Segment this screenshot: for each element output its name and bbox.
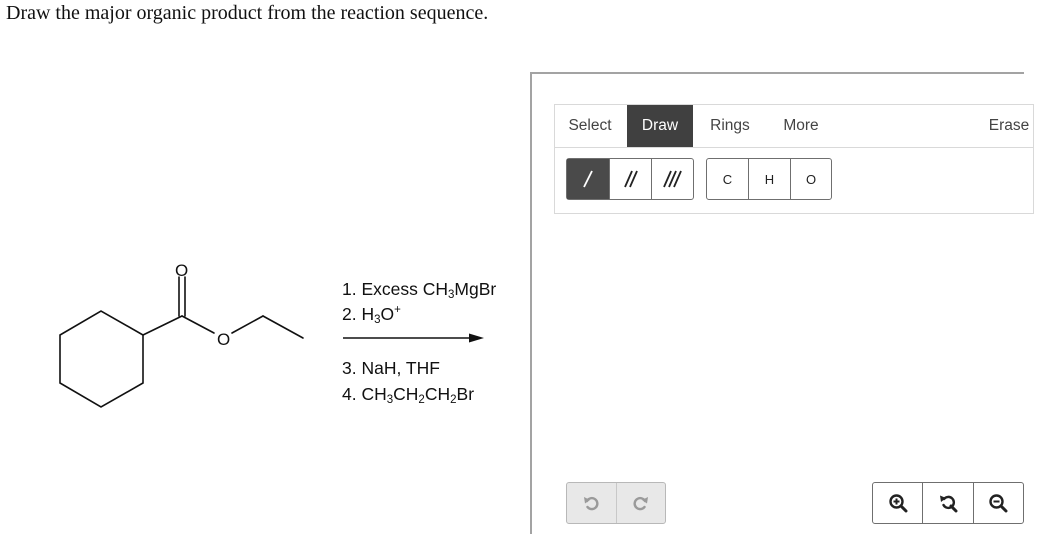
double-bond-icon <box>621 168 641 190</box>
zoom-out-button[interactable] <box>974 483 1023 523</box>
atom-h-button[interactable]: H <box>749 159 791 199</box>
atom-tools <box>706 158 832 200</box>
double-bond-button[interactable] <box>610 159 652 199</box>
single-bond-icon <box>578 168 598 190</box>
undo-button[interactable] <box>567 483 617 523</box>
bond-tools <box>566 158 694 200</box>
condition-step-2: 2. $H_3O^+$ <box>342 304 401 326</box>
zoom-controls <box>872 482 1024 524</box>
tab-select[interactable]: Select <box>568 117 612 134</box>
condition-step-4: 4. $CH_3CH_2CH_2Br$ <box>342 384 475 406</box>
zoom-in-button[interactable] <box>873 483 923 523</box>
undo-icon <box>582 494 600 512</box>
tab-rings[interactable]: Rings <box>710 117 750 134</box>
triple-bond-button[interactable] <box>652 159 693 199</box>
atom-o-button[interactable]: O <box>805 171 817 187</box>
atom-c-button[interactable]: C <box>707 159 749 199</box>
single-bond-button[interactable] <box>567 159 610 199</box>
tab-erase[interactable]: Erase <box>988 117 1030 134</box>
condition-step-3: 3. NaH, THF <box>342 358 440 378</box>
history-controls <box>566 482 666 524</box>
redo-button[interactable] <box>617 483 666 523</box>
carbonyl-oxygen-label: O <box>175 261 189 280</box>
ester-oxygen-label: O <box>217 330 231 349</box>
editor-toolbar <box>554 104 1034 214</box>
tab-draw[interactable]: Draw <box>627 105 693 147</box>
tab-more[interactable]: More <box>783 117 819 134</box>
question-prompt: Draw the major organic product from the reaction sequence. <box>6 2 489 24</box>
tool-tabs <box>555 105 1033 148</box>
zoom-in-icon <box>888 493 908 513</box>
cyclohexane-ring <box>60 311 143 407</box>
reset-zoom-button[interactable] <box>923 483 973 523</box>
redo-icon <box>632 494 650 512</box>
triple-bond-icon <box>661 168 685 190</box>
condition-step-1: 1. Excess $CH_3MgBr$ <box>342 279 497 301</box>
drawing-editor[interactable] <box>530 72 1030 534</box>
zoom-out-icon <box>988 493 1008 513</box>
reset-zoom-icon <box>938 493 958 513</box>
reaction-arrow <box>343 334 484 343</box>
